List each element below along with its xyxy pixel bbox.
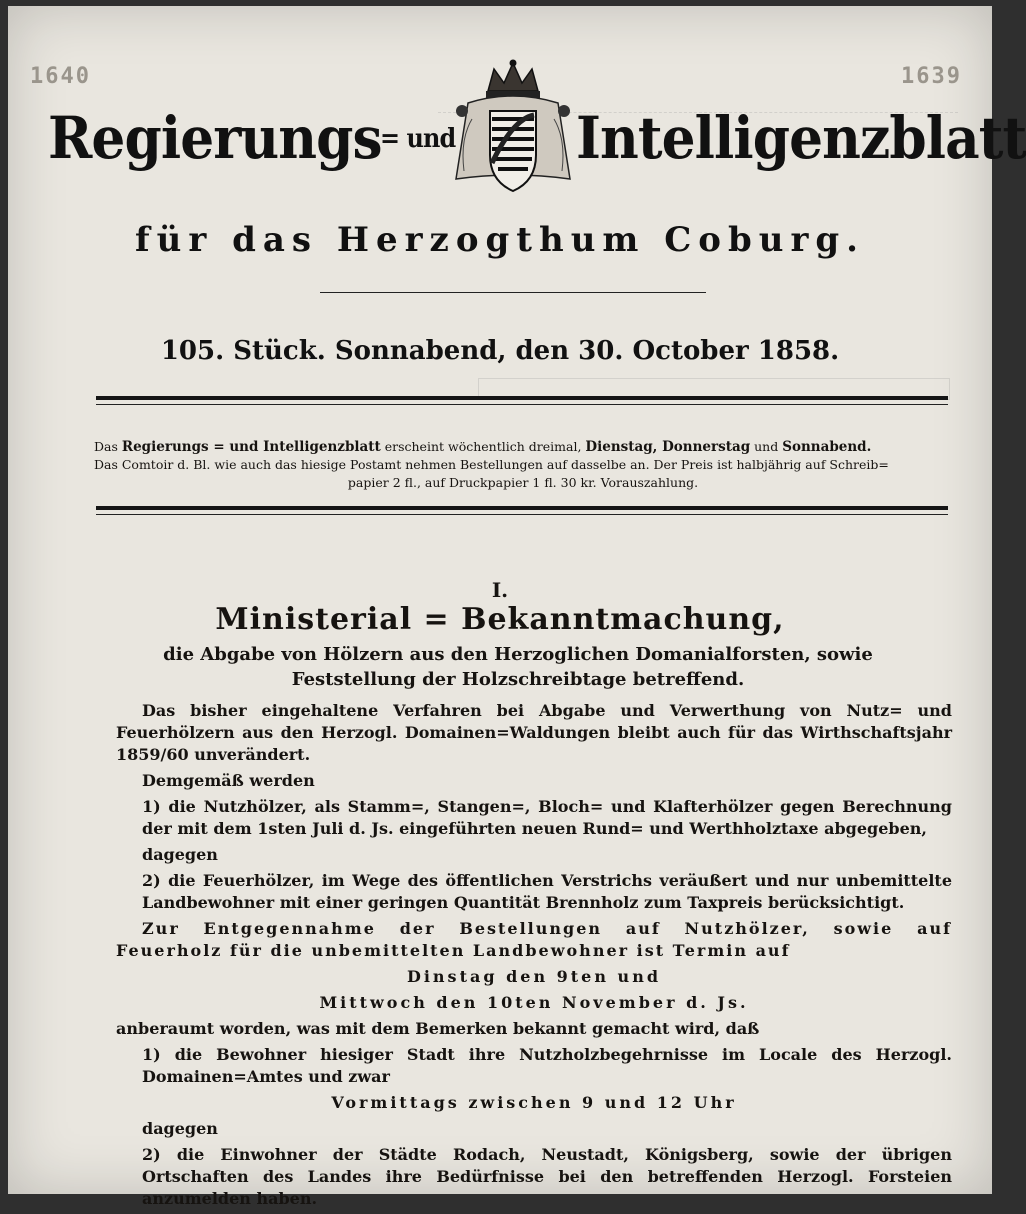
page-number-right: 1639 bbox=[901, 64, 962, 89]
info-text: und bbox=[750, 439, 783, 454]
paragraph: dagegen bbox=[142, 1119, 218, 1138]
coat-of-arms-icon bbox=[448, 59, 578, 209]
list-item: 1) die Nutzhölzer, als Stamm=, Stangen=, Bloch= und Klafterhölzer gegen Berechnung der mit dem 1sten Juli d. Js. eingeführten neuen Rund= und Werthholztaxe abgegeben, bbox=[142, 797, 952, 838]
masthead-subtitle: für das Herzogthum Coburg. bbox=[134, 220, 866, 260]
paragraph: anberaumt worden, was mit dem Bemerken bekannt gemacht wird, daß bbox=[116, 1019, 760, 1038]
masthead-word-mid: = und bbox=[380, 124, 456, 154]
info-text: Sonnabend. bbox=[782, 439, 872, 455]
paragraph: Demgemäß werden bbox=[142, 771, 315, 790]
divider bbox=[320, 292, 706, 293]
divider bbox=[96, 506, 948, 510]
masthead-word-left: Regierungs bbox=[48, 104, 382, 172]
section-title: Ministerial = Bekanntmachung, bbox=[215, 602, 785, 637]
info-text: Regierungs = und Intelligenzblatt bbox=[121, 439, 381, 455]
paragraph: Das bisher eingehaltene Verfahren bei Abgabe und Verwerthung von Nutz= und Feuerhölzern aus den Herzogl. Domainen=Waldungen bleibt auch für das Wirthschaftsjahr 1859/60 unverändert. bbox=[116, 701, 952, 764]
paragraph: dagegen bbox=[142, 845, 218, 864]
divider bbox=[96, 404, 948, 405]
masthead bbox=[48, 94, 1026, 214]
info-text: papier 2 fl., auf Druckpapier 1 fl. 30 kr. Vorauszahlung. bbox=[347, 475, 699, 490]
issue-line: 105. Stück. Sonnabend, den 30. October 1858. bbox=[160, 336, 840, 366]
article-body bbox=[116, 700, 952, 1214]
date-line: Dinstag den 9ten und bbox=[406, 967, 662, 986]
time-line: Vormittags zwischen 9 und 12 Uhr bbox=[331, 1093, 737, 1112]
info-text: erscheint wöchentlich dreimal, bbox=[380, 439, 586, 454]
date-line: Mittwoch den 10ten November d. Js. bbox=[319, 993, 749, 1012]
newspaper-page bbox=[8, 6, 1026, 1208]
publication-info bbox=[94, 438, 952, 492]
info-text: Das Comtoir d. Bl. wie auch das hiesige Postamt nehmen Bestellungen auf dasselbe an. Der Preis ist halbjährig auf Schreib= bbox=[94, 457, 889, 472]
section-number: I. bbox=[491, 578, 509, 602]
divider bbox=[96, 396, 948, 400]
paragraph: Zur Entgegennahme der Bestellungen auf Nutzhölzer, sowie auf Feuerholz für die unbemittelten Landbewohner ist Termin auf bbox=[116, 919, 952, 960]
info-text: Das bbox=[94, 439, 122, 454]
divider bbox=[96, 514, 948, 515]
section-subtitle: die Abgabe von Hölzern aus den Herzoglichen Domanialforsten, sowie Feststellung der Holzschreibtage betreffend. bbox=[163, 644, 873, 690]
list-item: 2) die Einwohner der Städte Rodach, Neustadt, Königsberg, sowie der übrigen Ortschaften des Landes ihre Bedürfnisse bei den betreffenden Herzogl. Forsteien anzumelden haben. bbox=[142, 1145, 952, 1208]
list-item: 2) die Feuerhölzer, im Wege des öffentlichen Verstrichs veräußert und nur unbemittelte Landbewohner mit einer geringen Quantität Brennholz zum Taxpreis berücksichtigt. bbox=[142, 871, 952, 912]
list-item: 1) die Bewohner hiesiger Stadt ihre Nutzholzbegehrnisse im Locale des Herzogl. Domainen=Amtes und zwar bbox=[142, 1045, 952, 1086]
masthead-word-right: Intelligenzblatt bbox=[576, 104, 1026, 172]
page-number-left: 1640 bbox=[30, 64, 91, 89]
info-text: Dienstag, Donnerstag bbox=[585, 439, 751, 455]
